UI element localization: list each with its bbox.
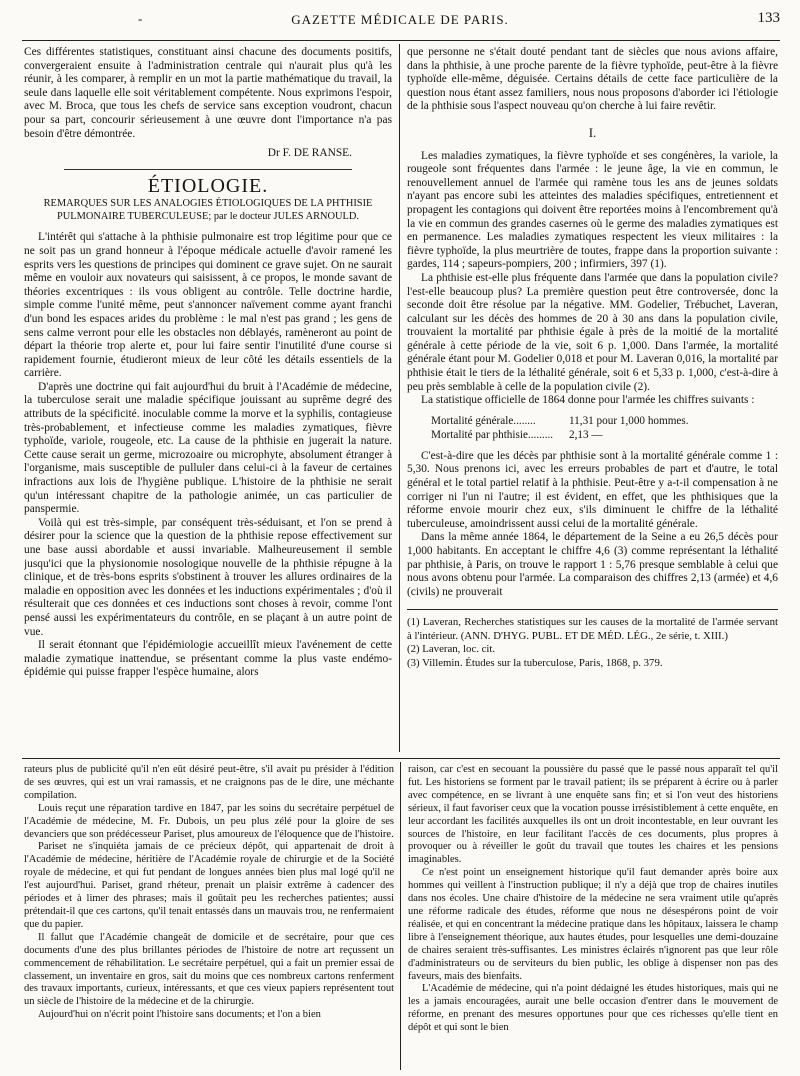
paragraph: L'intérêt qui s'attache à la phthisie pulmonaire est trop légitime pour que ce ne soit pas un grand honneur à l'époque médicale actuelle d'avoir ramené les esprits vers les questions de principes qui dominent ce grave sujet. On ne saurait même en vouloir aux novateurs qui saisissent, à ce propos, le monde savant de théories excentriques : ils vous obligent au contrôle. Telle doctrine hardie, simple comme l'unité même, peut s'annoncer naïvement comme ayant franchi d'un bond les espaces arides du problème : le mal n'est pas grand ; les gens de sens calme verront pour elle les obstacles non déblayés, ramèneront au point de départ la théorie trop alerte et, pour lui faire sentir l'inutilité d'une course si rapidement fournie, étudieront mieux de leur côté les détails essentiels de la carrière. xyxy=(24,231,392,380)
paragraph: rateurs plus de publicité qu'il n'en eût désiré peut-être, s'il avait pu présider à l'édition de ses œuvres, qui est un vrai ramassis, et ne craignons pas de le dire, une méchante compilation. xyxy=(24,764,394,801)
footnote: (3) Villemin. Études sur la tuberculose, Paris, 1868, p. 379. xyxy=(407,656,663,669)
intro-paragraph: Ces différentes statistiques, constituant ainsi chacune des documents positifs, convergeraient ensuite à l'administration centrale qui n'aurait plus qu'à les réunir, à les comparer, à remplir en un mot la partie mathématique du travail, la seule dans laquelle elle soit véritablement compétente. Nous exprimons l'espoir, avec M. Broca, que tous les chefs de service sans exception voudront, chacun pour sa part, concourir sérieusement à une œuvre dont l'importance n'a pas besoin d'être démontrée. xyxy=(24,46,392,140)
footnote-rule xyxy=(407,609,778,610)
stat-row xyxy=(431,414,778,428)
intro-paragraph: que personne ne s'était douté pendant tant de siècles que nous avions affaire, dans la phthisie, à une proche parente de la fièvre typhoïde, peut-être à la fièvre typhoïde elle-même, déguisée. Certains détails de cette face particulière de la question nous étant assez familiers, nous nous proposons d'aborder ici l'étiologie de la phthisie sous l'aspect nouveau qu'on cherche à lui faire revêtir. xyxy=(407,46,778,113)
upper-left-column xyxy=(24,46,392,752)
section-number: I. xyxy=(588,124,597,140)
stat-row xyxy=(431,428,778,442)
feuilleton-rule xyxy=(22,758,780,759)
paragraph: L'Académie de médecine, qui n'a point dédaigné les études historiques, mais qui ne les a jamais encouragées, aurait une belle occasion d'entrer dans le mouvement de réforme, en prenant des mesures opportunes pour que ces richesses qu'elle tient en dépôt et qui sont le bien xyxy=(408,983,778,1034)
header-rule xyxy=(22,40,780,41)
paragraph: Pariset ne s'inquiéta jamais de ce précieux dépôt, qui appartenait de droit à l'Académie de médecine, héritière de l'Académie royale de chirurgie et de la Société royale de médecine, et qui fut pendant de longues années bien plus mal logé qu'il ne l'est aujourd'hui. Pariset, grand rhéteur, prenait un plaisir extrême à cadencer des périodes et à limer des phrases; mais il goûtait peu les recherches patientes; aussi prétendait-il que ces cartons, qu'il tenait entassés dans un mauvais trou, ne renfermaient que du papier. xyxy=(24,841,394,930)
upper-right-column xyxy=(407,46,778,752)
section-title: ÉTIOLOGIE. xyxy=(147,174,269,197)
paragraph: raison, car c'est en secouant la poussière du passé que le passé nous apparaît tel qu'il fut. Les historiens se forment par le travail patient; ils se préparent à écrire ou à parler avec compétence, en se livrant à une enquête sans fin; et si l'on veut des historiens sérieux, il faut favoriser ceux que la vocation pousse irrésistiblement à cette enquête, en leur accordant les facilités auxquelles ils ont un droit incontestable, en leur ouvrant les sources de l'histoire, en leur facilitant l'accès de ces documents, plus propres à provoquer ou à réveiller le goût du travail que toutes les chaires et les pensions imaginables. xyxy=(408,764,778,866)
paragraph: Ce n'est point un enseignement historique qu'il faut demander après boire aux hommes qui veillent à l'instruction publique; il n'y a déjà que trop de chaires inutiles dans nos écoles. Une chaire d'histoire de la médecine ne sera vraiment utile qu'après une réforme radicale des études, réforme que nous ne désespérons point de voir réalisée, et qui en concentrant la médecine pratique dans les hôpitaux, laissera le champ libre à l'enseignement théorique, aux hautes études, pour lesquelles une demi-douzaine de chaires seraient très-suffisantes. Les ministres éclairés n'ignorent pas que leur rôle d'administrateurs ou de serviteurs du bien public, les oblige à dispenser non pas des faveurs, mais des bienfaits. xyxy=(408,867,778,982)
paragraph: La phthisie est-elle plus fréquente dans l'armée que dans la population civile? l'est-elle beaucoup plus? La première question peut être controversée, donc la seconde doit être résolue par la négative. MM. Godelier, Trébuchet, Laveran, calculant sur les décès des hommes de 20 à 30 ans dans la population civile, trouvaient la mortalité par phthisie égale à près de la moitié de la mortalité générale à cette période de la vie, soit 6 p. 1,000. Dans l'armée, la mortalité générale étant pour M. Godelier 0,018 et pour M. Laveran 0,016, la mortalité par phthisie était le tiers de la léthalité générale, soit 6 et 5,33 p. 1,000, c'est-à-dire à peu près semblable à celle de la population civile (2). xyxy=(407,271,778,393)
statistics-table xyxy=(431,414,778,442)
page-header xyxy=(20,8,780,32)
journal-title: GAZETTE MÉDICALE DE PARIS. xyxy=(291,12,509,27)
paragraph: Les maladies zymatiques, la fièvre typhoïde et ses congénères, la variole, la rougeole sont fréquentes dans l'armée : le jeune âge, la vie en commun, le renouvellement annuel de l'armée qui ramène tous les ans de jeunes soldats n'ayant pas encore subi les atteintes des maladies spécifiques, entretiennent et propagent les contagions qui doivent être reportées moins à l'encombrement qu'à la vie en commun des grandes casernes où le germe des maladies zymatiques est en permanence. Les maladies zymatiques respectent les vieux militaires : la fièvre typhoïde, la plus meurtrière de toutes, frappe dans la proportion suivante : gardes, 114 ; sapeurs-pompiers, 200 ; infirmiers, 397 (1). xyxy=(407,149,778,271)
column-separator xyxy=(399,44,400,752)
stat-label: Mortalité par phthisie......... xyxy=(431,428,554,441)
paragraph: Voilà qui est très-simple, par conséquent très-séduisant, et l'on se prend à désirer pour la science que la question de la phthisie repose effectivement sur une base aussi abordable et aussi invariable. Malheureusement il semble jusqu'ici que la physionomie nosologique nouvelle de la phthisie répugne à la clinique, et de très-bons esprits s'obstinent à trouver les allures ordinaires de la maladie en opposition avec les données et les inductions expérimentales ; d'où il résulterait que ces données et ces inductions sont choses à revoir, comme l'ont pensé aussi les expérimentateurs du contrôle, en se plaçant à un autre point de vue. xyxy=(24,516,392,638)
paragraph: Louis reçut une réparation tardive en 1847, par les soins du secrétaire perpétuel de l'Académie de médecine, M. Fr. Dubois, un peu plus zélé pour la gloire de ses devanciers que son prédécesseur Pariset, plus amoureux de l'éloquence que de l'histoire. xyxy=(24,802,394,840)
footnote: (1) Laveran, Recherches statistiques sur les causes de la mortalité de l'armée servant à l'intérieur. (ANN. D'HYG. PUBL. ET DE MÉD. LÉG., 2e série, t. XIII.) xyxy=(407,616,778,642)
paragraph: Dans la même année 1864, le département de la Seine a eu 26,5 décès pour 1,000 habitants. En acceptant le chiffre 4,6 (3) comme représentant la léthalité par phthisie, à Paris, on trouve le rapport 1 : 5,76 presque semblable à celui que nous avons obtenu pour l'armée. La comparaison des chiffres 2,13 (armée) et 4,6 (civils) ne prouverait xyxy=(407,531,778,598)
paragraph: Il fallut que l'Académie changeât de domicile et de secrétaire, pour que ces documents d'une des plus brillantes périodes de l'histoire de notre art reçussent un commencement de réhabilitation. Le secrétaire perpétuel, qui a fait un premier essai de classement, un inventaire en gros, sait du moins que ces nombreux cartons renferment des travaux importants, curieux, intéressants, et que ces vieux papiers représentent tout un siècle de l'histoire de la médecine et de la chirurgie. xyxy=(24,931,394,1008)
paragraph: C'est-à-dire que les décès par phthisie sont à la mortalité générale comme 1 : 5,30. Nous prenons ici, avec les erreurs probables de part et d'autre, le total général et le total partiel relatif à la phthisie. Peut-être y a-t-il compensation à ne corriger ni l'un ni l'autre; il est évident, en effet, que les phthisiques que la réforme envoie mourir chez eux, s'ils diminuent le chiffre de la léthalité tuberculeuse, amoindrissent aussi celui de la mortalité générale. xyxy=(407,449,778,530)
paragraph: D'après une doctrine qui fait aujourd'hui du bruit à l'Académie de médecine, la tuberculose serait une maladie spécifique jouissant au suprême degré des attributs de la spécificité. inoculable comme la morve et la syphilis, contagieuse très-probablement, et infectieuse comme les maladies zymatiques, fièvre typhoïde, variole, rougeole, etc. La cause de la phthisie en jugerait la nature. Cette cause serait un germe, microzoaire ou microphyte, absolument étranger à l'organisme, mais susceptible de pulluler dans celui-ci à la faveur de certaines infractions aux lois de l'hygiène publique. L'histoire de la phthisie ne serait qu'un intéressant chapitre de la pathologie animée, un cas particulier de panspermie. xyxy=(24,380,392,516)
paragraph: La statistique officielle de 1864 donne pour l'armée les chiffres suivants : xyxy=(421,394,755,407)
stat-value: 11,31 pour 1,000 hommes. xyxy=(569,414,689,427)
page-number: 133 xyxy=(757,10,780,26)
footnote: (2) Laveran, loc. cit. xyxy=(407,643,496,656)
lower-right-column xyxy=(408,764,778,1070)
lower-left-column xyxy=(24,764,394,1070)
signature: Dr F. DE RANSE. xyxy=(267,147,352,160)
paragraph: Il serait étonnant que l'épidémiologie accueillît mieux l'avénement de cette maladie zymatique inattendue, se présentant comme la plus vaste endémo-épidémie qui puisse frapper l'espèce humaine, alors xyxy=(24,639,392,679)
section-divider xyxy=(64,169,352,170)
paragraph: Aujourd'hui on n'écrit point l'histoire sans documents; et l'on a bien xyxy=(38,1009,321,1021)
stat-label: Mortalité générale........ xyxy=(431,414,536,427)
stat-value: 2,13 — xyxy=(569,428,603,441)
article-subtitle: REMARQUES SUR LES ANALOGIES ÉTIOLOGIQUES DE LA PHTHISIE PULMONAIRE TUBERCULEUSE; par le docteur JULES ARNOULD. xyxy=(43,198,373,223)
header-mark: - xyxy=(138,11,143,26)
column-separator xyxy=(400,762,401,1070)
